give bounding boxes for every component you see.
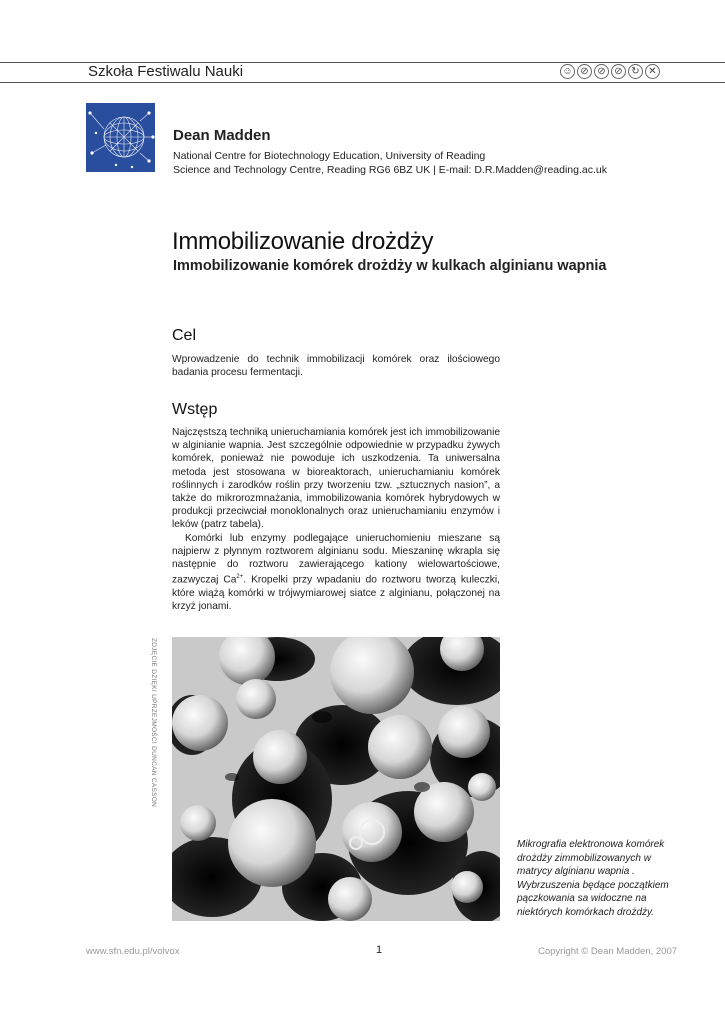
safety-icons — [560, 64, 660, 79]
recycle-icon: ↻ — [628, 64, 643, 79]
footer-url[interactable]: www.sfn.edu.pl/volvox — [86, 946, 180, 957]
author-affiliation — [173, 149, 607, 177]
document-subtitle: Immobilizowanie komórek drożdży w kulkach alginianu wapnia — [173, 258, 607, 274]
calcium-charge: 2+ — [236, 574, 244, 581]
wstep-p2-start: Komórki lub enzymy podlegające unieruchomieniu mieszane są najpierw z płynnym roztworem alginianu sodu. Mieszaninę wkrapla się następnie do roztworu zawierającego kationy wielowartościowe, zazwyczaj Ca — [172, 532, 500, 586]
cel-paragraph — [172, 353, 500, 379]
author-name: Dean Madden — [173, 127, 271, 144]
cel-text: Wprowadzenie do technik immobilizacji komórek oraz ilościowego badania procesu fermentacji. — [172, 354, 500, 379]
no-eating-icon: ⊘ — [577, 64, 592, 79]
page-number: 1 — [376, 944, 383, 956]
wstep-p2-end: . Kropelki przy wpadaniu do roztworu tworzą kuleczki, które wiążą komórki w trójwymiarowej siatce z alginianu, połączonej na krzyż jonami. — [172, 574, 500, 613]
heading-cel: Cel — [172, 327, 197, 344]
figure-caption: Mikrografia elektronowa komórek drożdży zimmobilizowanych w matrycy alginianu wapnia . Wybrzuszenia będące początkiem pączkowania sa widoczne na niektórych komórkach drożdży. — [517, 839, 669, 918]
heading-wstep: Wstęp — [172, 401, 218, 418]
affiliation-line-2: Science and Technology Centre, Reading RG6 6BZ UK | E-mail: D.R.Madden@reading.ac.uk — [173, 164, 607, 176]
ncbe-logo — [86, 103, 155, 172]
wstep-paragraph-2 — [172, 532, 500, 614]
header-rule-bottom — [0, 82, 725, 83]
no-icon: ✕ — [645, 64, 660, 79]
person-icon: ☺ — [560, 64, 575, 79]
affiliation-line-1: National Centre for Biotechnology Education, University of Reading — [173, 150, 486, 162]
no-smoking-icon: ⊘ — [594, 64, 609, 79]
header-title: Szkoła Festiwalu Nauki — [88, 63, 244, 80]
footer-copyright: Copyright © Dean Madden, 2007 — [538, 946, 678, 957]
wstep-body — [172, 426, 500, 613]
electron-micrograph — [172, 637, 500, 921]
photo-credit: ZDJĘCIE DZIĘKI UPRZEJMOŚCI DUNCAN CASSON — [150, 638, 157, 808]
document-title: Immobilizowanie drożdży — [172, 228, 434, 255]
no-touch-icon: ⊘ — [611, 64, 626, 79]
wstep-paragraph-1: Najczęstszą techniką unieruchamiania komórek jest ich immobilizowanie w alginianie wapnia. Jest szczególnie odpowiednie w przypadku żywych komórek, ponieważ nie powoduje ich uszkodzenia. Ta uniwersalna metoda jest stosowana w bioreaktorach, unieruchamianiu komórek roślinnych i zarodków roślin przy tworzeniu tzw. „sztucznych nasion”, a także do mikrorozmnażania, immobilizowania komórek hybrydowych w produkcji przeciwciał monoklonalnych oraz unieruchamianiu enzymów i leków (patrz tabela). — [172, 427, 500, 531]
